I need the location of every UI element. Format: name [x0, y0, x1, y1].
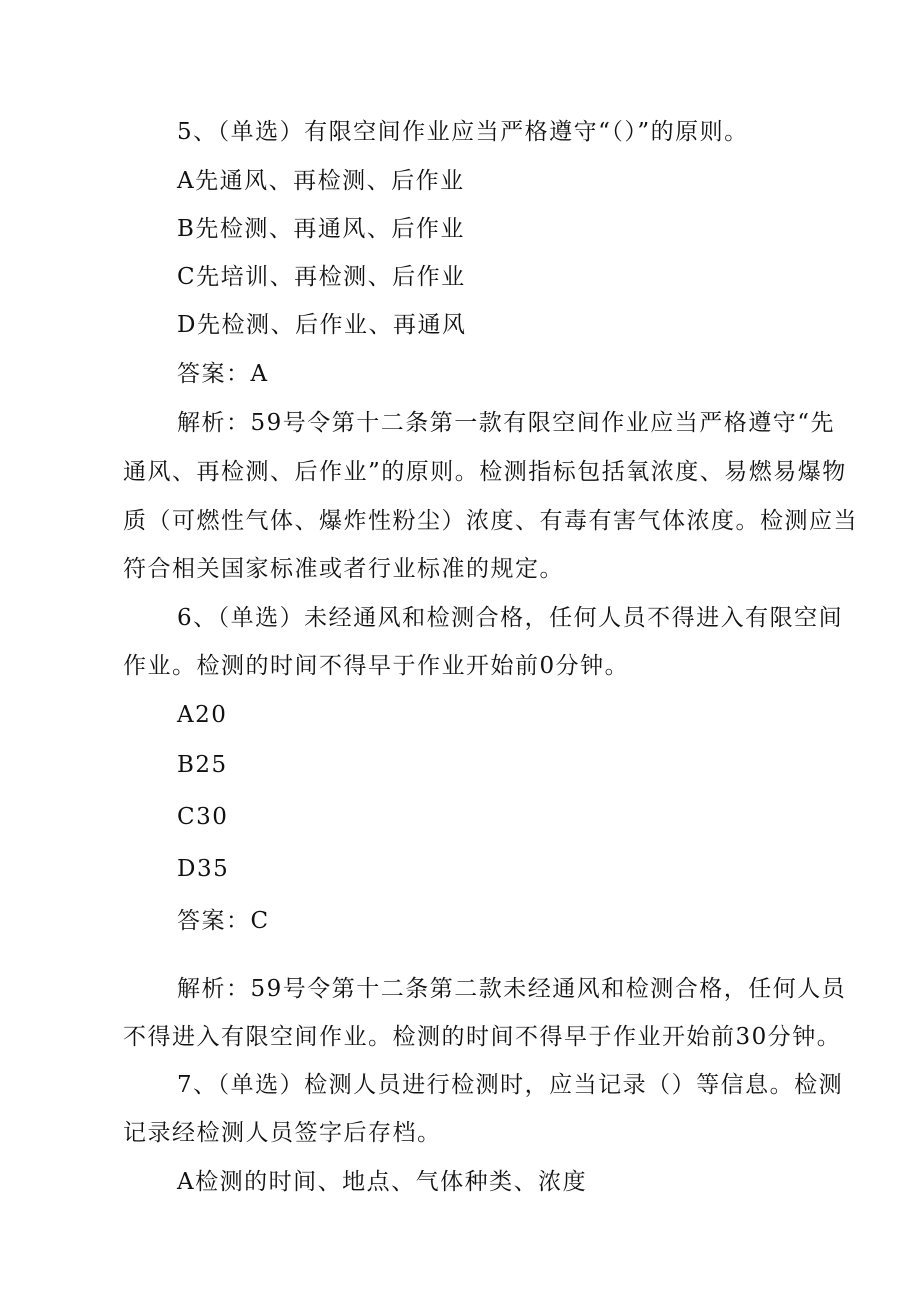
q6-analysis-line-2: 不得进入有限空间作业。检测的时间不得早于作业开始前30分钟。: [123, 1024, 842, 1050]
q5-analysis-line-2: 通风、再检测、后作业”的原则。检测指标包括氧浓度、易燃易爆物: [123, 459, 847, 485]
q6-option-a: A20: [177, 702, 228, 728]
q5-option-c: C先培训、再检测、后作业: [177, 264, 466, 290]
q5-analysis-line-3: 质（可燃性气体、爆炸性粉尘）浓度、有毒有害气体浓度。检测应当: [123, 508, 858, 534]
q6-answer: 答案：C: [177, 908, 270, 934]
q5-stem: 5、（单选）有限空间作业应当严格遵守“（）”的原则。: [177, 119, 749, 145]
q5-option-d: D先检测、后作业、再通风: [177, 312, 467, 338]
q5-option-a: A先通风、再检测、后作业: [177, 168, 465, 194]
q7-stem-line-2: 记录经检测人员签字后存档。: [123, 1120, 442, 1146]
q6-stem-line-2: 作业。检测的时间不得早于作业开始前0分钟。: [123, 653, 630, 679]
q5-option-b: B先检测、再通风、后作业: [177, 216, 465, 242]
q5-analysis-line-4: 符合相关国家标准或者行业标准的规定。: [123, 556, 564, 582]
q5-analysis-line-1: 解析：59号令第十二条第一款有限空间作业应当严格遵守“先: [177, 410, 836, 436]
q7-stem-line-1: 7、（单选）检测人员进行检测时，应当记录（）等信息。检测: [177, 1072, 844, 1098]
q6-option-c: C30: [177, 804, 229, 830]
q6-option-d: D35: [177, 856, 230, 882]
q6-option-b: B25: [177, 752, 228, 778]
q7-option-a: A检测的时间、地点、气体种类、浓度: [177, 1169, 588, 1195]
q6-analysis-line-1: 解析：59号令第十二条第二款未经通风和检测合格，任何人员: [177, 976, 847, 1002]
q6-stem-line-1: 6、（单选）未经通风和检测合格，任何人员不得进入有限空间: [177, 605, 844, 631]
q5-answer: 答案：A: [177, 361, 269, 387]
